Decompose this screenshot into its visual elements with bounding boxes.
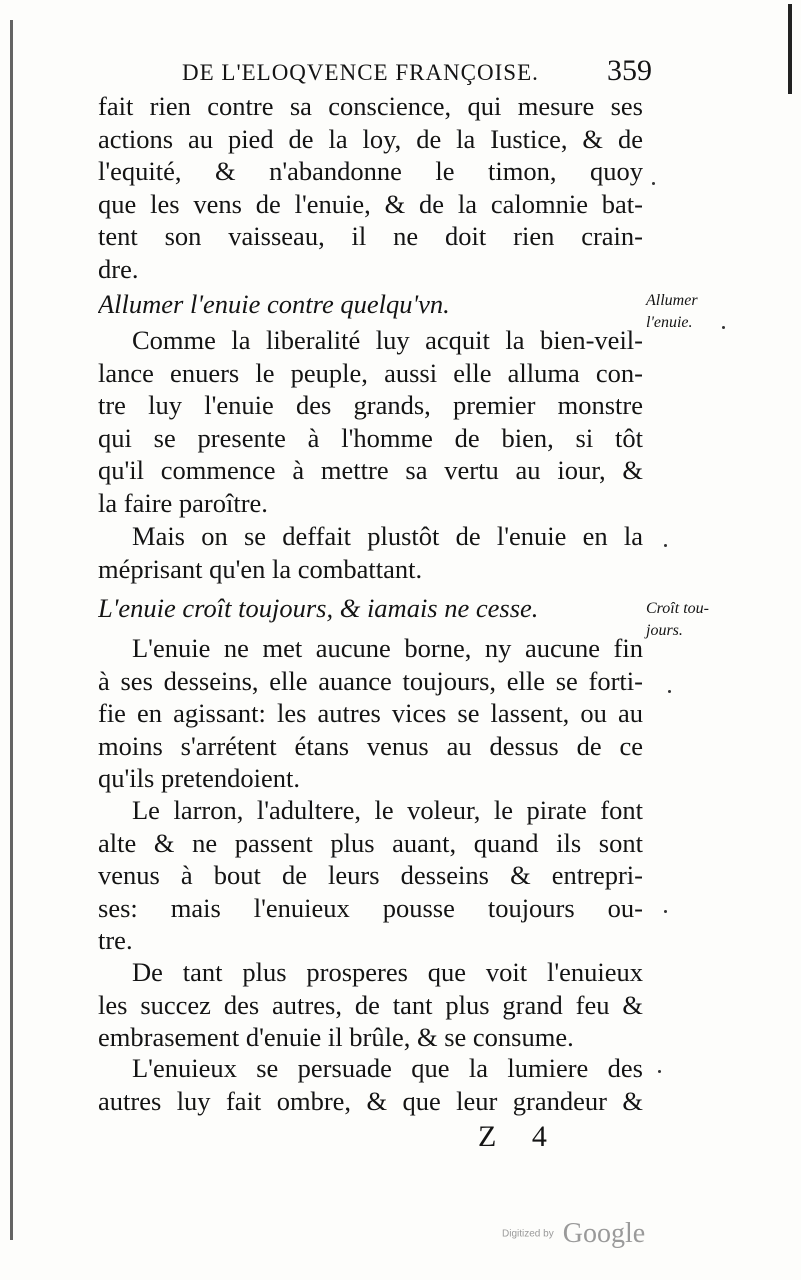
section-heading: Allumer l'enuie contre quelqu'vn. <box>98 289 450 319</box>
text-line: embrasement d'enuie il brûle, & se consume. <box>98 1022 574 1052</box>
text-line: méprisant qu'en la combattant. <box>98 553 423 584</box>
text-line: les succez des autres, de tant plus grand feu & <box>98 989 643 1020</box>
ink-speck <box>652 182 655 185</box>
paragraph-larron <box>98 794 643 957</box>
text-line: Comme la liberalité luy acquit la bien-veil- <box>132 325 643 355</box>
paragraph-mepriser <box>98 520 643 585</box>
margin-note-line: Allumer <box>646 292 698 309</box>
text-line: L'enuie ne met aucune borne, ny aucune fin <box>132 633 643 663</box>
text-line: moins s'arrétent étans venus au dessus de ce <box>98 730 643 761</box>
text-line: que les vens de l'enuie, & de la calomnie bat- <box>98 188 643 219</box>
text-line: Le larron, l'adultere, le voleur, le pirate font <box>132 795 643 825</box>
paragraph-liberalite <box>98 324 643 519</box>
margin-note-croit <box>646 598 746 642</box>
section-heading-croit <box>98 592 643 625</box>
paragraph-prosperes <box>98 956 643 1054</box>
text-line: tre luy l'enuie des grands, premier monstre <box>98 390 643 420</box>
paragraph-continuation <box>98 90 643 285</box>
ink-speck <box>664 910 667 913</box>
paragraph-borne <box>98 632 643 795</box>
text-line: Mais on se deffait plustôt de l'enuie en la <box>132 521 643 551</box>
text-line: dre. <box>98 253 139 284</box>
section-heading-allumer <box>98 288 643 321</box>
text-line: fie en agissant: les autres vices se lassent, ou au <box>98 698 643 728</box>
text-line: qui se presente à l'homme de bien, si tôt <box>98 422 643 453</box>
text-line: qu'ils pretendoient. <box>98 763 301 793</box>
text-line: L'enuieux se persuade que la lumiere des <box>132 1053 643 1083</box>
section-heading: L'enuie croît toujours, & iamais ne cesse. <box>98 593 539 623</box>
ink-speck <box>664 544 667 547</box>
watermark-prefix: Digitized by <box>502 1228 554 1240</box>
paragraph-lumiere <box>98 1052 643 1117</box>
running-head: DE L'ELOQVENCE FRANÇOISE. <box>182 60 539 85</box>
google-logo: Google <box>562 1218 646 1249</box>
text-line: lance enuers le peuple, aussi elle alluma con- <box>98 357 643 388</box>
signature-mark: Z 4 <box>478 1120 561 1153</box>
text-line: De tant plus prosperes que voit l'enuieux <box>132 957 643 987</box>
page-edge-mark <box>788 4 792 94</box>
margin-note-line: Croît tou- <box>646 600 709 617</box>
margin-note-line: l'enuie. <box>646 314 693 331</box>
text-line: l'equité, & n'abandonne le timon, quoy <box>98 156 643 186</box>
page-header <box>182 54 652 94</box>
text-line: ses: mais l'enuieux pousse toujours ou- <box>98 892 643 923</box>
text-line: tre. <box>98 925 133 955</box>
text-line: fait rien contre sa conscience, qui mesure ses <box>98 91 643 121</box>
ink-speck <box>722 326 725 329</box>
text-line: à ses desseins, elle auance toujours, elle se forti- <box>98 665 643 696</box>
text-line: la faire paroître. <box>98 487 268 518</box>
margin-note-allumer <box>646 290 746 334</box>
digitized-watermark <box>502 1218 645 1250</box>
margin-note-line: jours. <box>646 622 683 639</box>
text-line: actions au pied de la loy, de la Iustice, & de <box>98 123 643 154</box>
text-line: autres luy fait ombre, & que leur grandeur & <box>98 1085 643 1116</box>
text-line: alte & ne passent plus auant, quand ils sont <box>98 827 643 858</box>
ink-speck <box>668 690 671 693</box>
page-gutter-edge <box>10 20 13 1240</box>
page-number: 359 <box>607 54 652 87</box>
text-line: tent son vaisseau, il ne doit rien crain- <box>98 221 643 251</box>
ink-speck <box>658 1070 661 1073</box>
text-line: qu'il commence à mettre sa vertu au iour, & <box>98 455 643 485</box>
text-line: venus à bout de leurs desseins & entrepri- <box>98 860 643 890</box>
